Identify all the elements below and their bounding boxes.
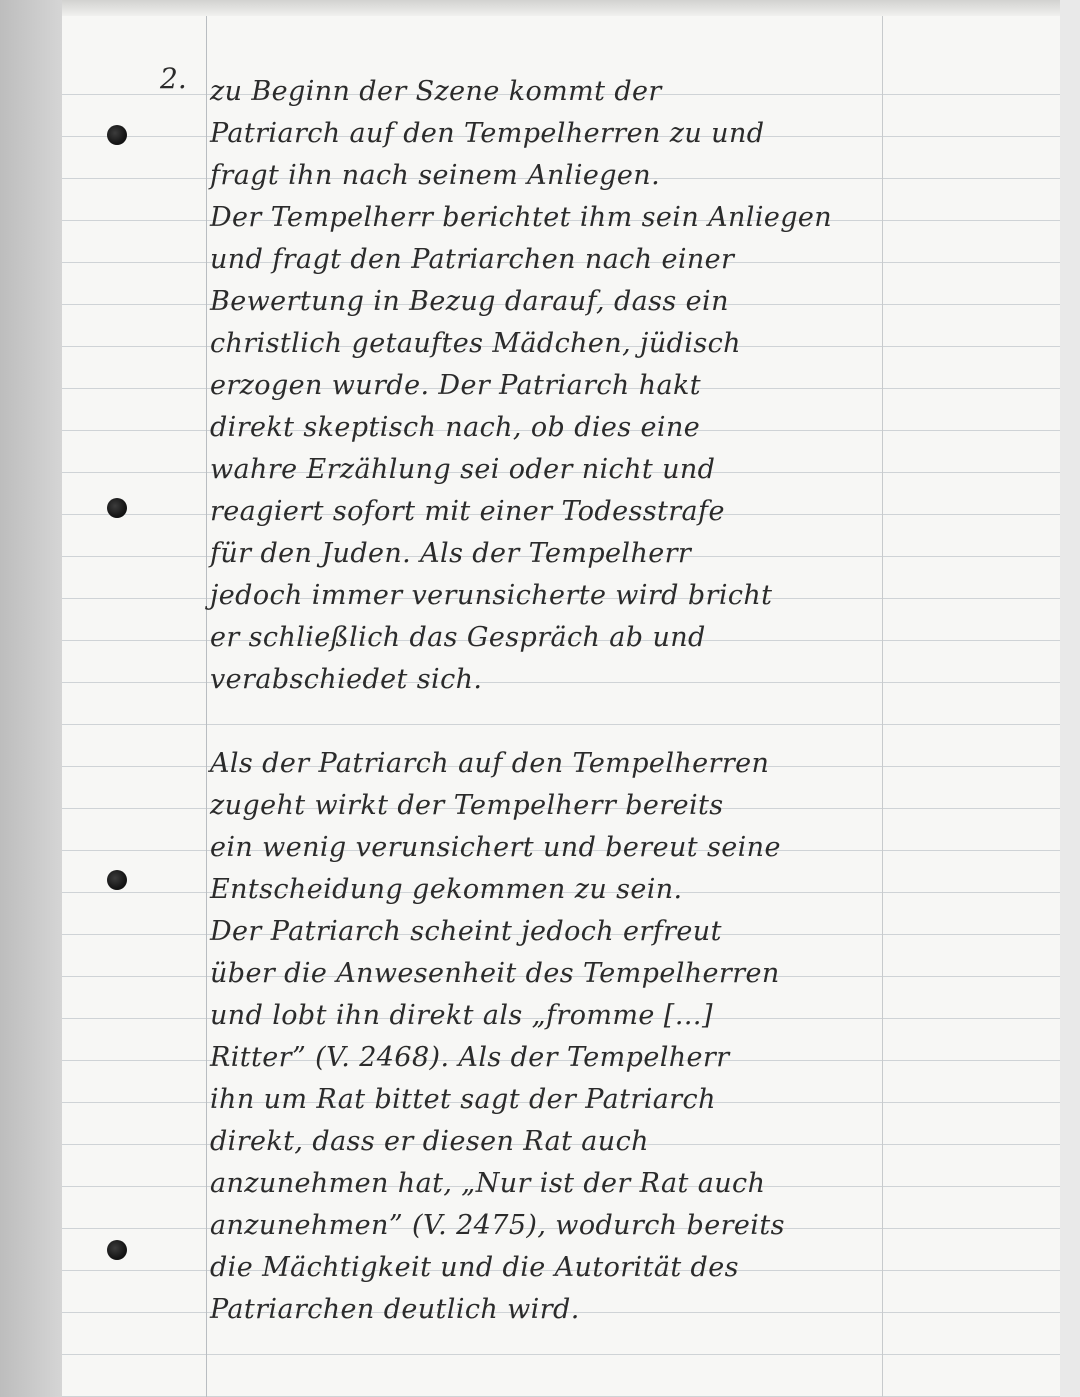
text-line: reagiert sofort mit einer Todesstrafe: [210, 496, 725, 527]
punch-hole: [107, 498, 127, 518]
page-edge-shadow: [0, 0, 64, 1397]
text-line: verabschiedet sich.: [210, 664, 483, 695]
task-number: 2.: [160, 62, 187, 95]
page-top-shadow: [62, 0, 1060, 16]
text-line: für den Juden. Als der Tempelherr: [210, 538, 692, 569]
text-line: wahre Erzählung sei oder nicht und: [210, 454, 716, 485]
text-line: Bewertung in Bezug darauf, dass ein: [210, 286, 729, 317]
text-line: und lobt ihn direkt als „fromme […]: [210, 1000, 713, 1031]
punch-hole: [107, 870, 127, 890]
text-line: Patriarchen deutlich wird.: [210, 1294, 580, 1325]
text-line: und fragt den Patriarchen nach einer: [210, 244, 735, 275]
notebook-page: [62, 0, 1060, 1397]
text-line: anzunehmen hat, „Nur ist der Rat auch: [210, 1168, 766, 1199]
right-margin-line: [882, 0, 883, 1397]
text-line: jedoch immer verunsicherte wird bricht: [210, 580, 773, 611]
text-line: erzogen wurde. Der Patriarch hakt: [210, 370, 701, 401]
left-margin-line: [206, 0, 207, 1397]
text-line: Der Tempelherr berichtet ihm sein Anliegen: [210, 202, 833, 233]
punch-hole: [107, 125, 127, 145]
text-line: anzunehmen” (V. 2475), wodurch bereits: [210, 1210, 785, 1241]
punch-hole: [107, 1240, 127, 1260]
text-line: christlich getauftes Mädchen, jüdisch: [210, 328, 741, 359]
text-line: zugeht wirkt der Tempelherr bereits: [210, 790, 724, 821]
text-line: direkt, dass er diesen Rat auch: [210, 1126, 649, 1157]
text-line: direkt skeptisch nach, ob dies eine: [210, 412, 701, 443]
text-line: Ritter” (V. 2468). Als der Tempelherr: [210, 1042, 730, 1073]
text-line: die Mächtigkeit und die Autorität des: [210, 1252, 739, 1283]
text-line: über die Anwesenheit des Tempelherren: [210, 958, 780, 989]
text-line: Der Patriarch scheint jedoch erfreut: [210, 916, 722, 947]
text-line: zu Beginn der Szene kommt der: [210, 76, 662, 107]
text-line: fragt ihn nach seinem Anliegen.: [210, 160, 661, 191]
text-line: Als der Patriarch auf den Tempelherren: [210, 748, 770, 779]
text-line: Patriarch auf den Tempelherren zu und: [210, 118, 765, 149]
text-line: ihn um Rat bittet sagt der Patriarch: [210, 1084, 716, 1115]
text-line: Entscheidung gekommen zu sein.: [210, 874, 683, 905]
text-line: er schließlich das Gespräch ab und: [210, 622, 706, 653]
text-line: ein wenig verunsichert und bereut seine: [210, 832, 781, 863]
ruled-line: [62, 1354, 1060, 1355]
ruled-line: [62, 724, 1060, 725]
